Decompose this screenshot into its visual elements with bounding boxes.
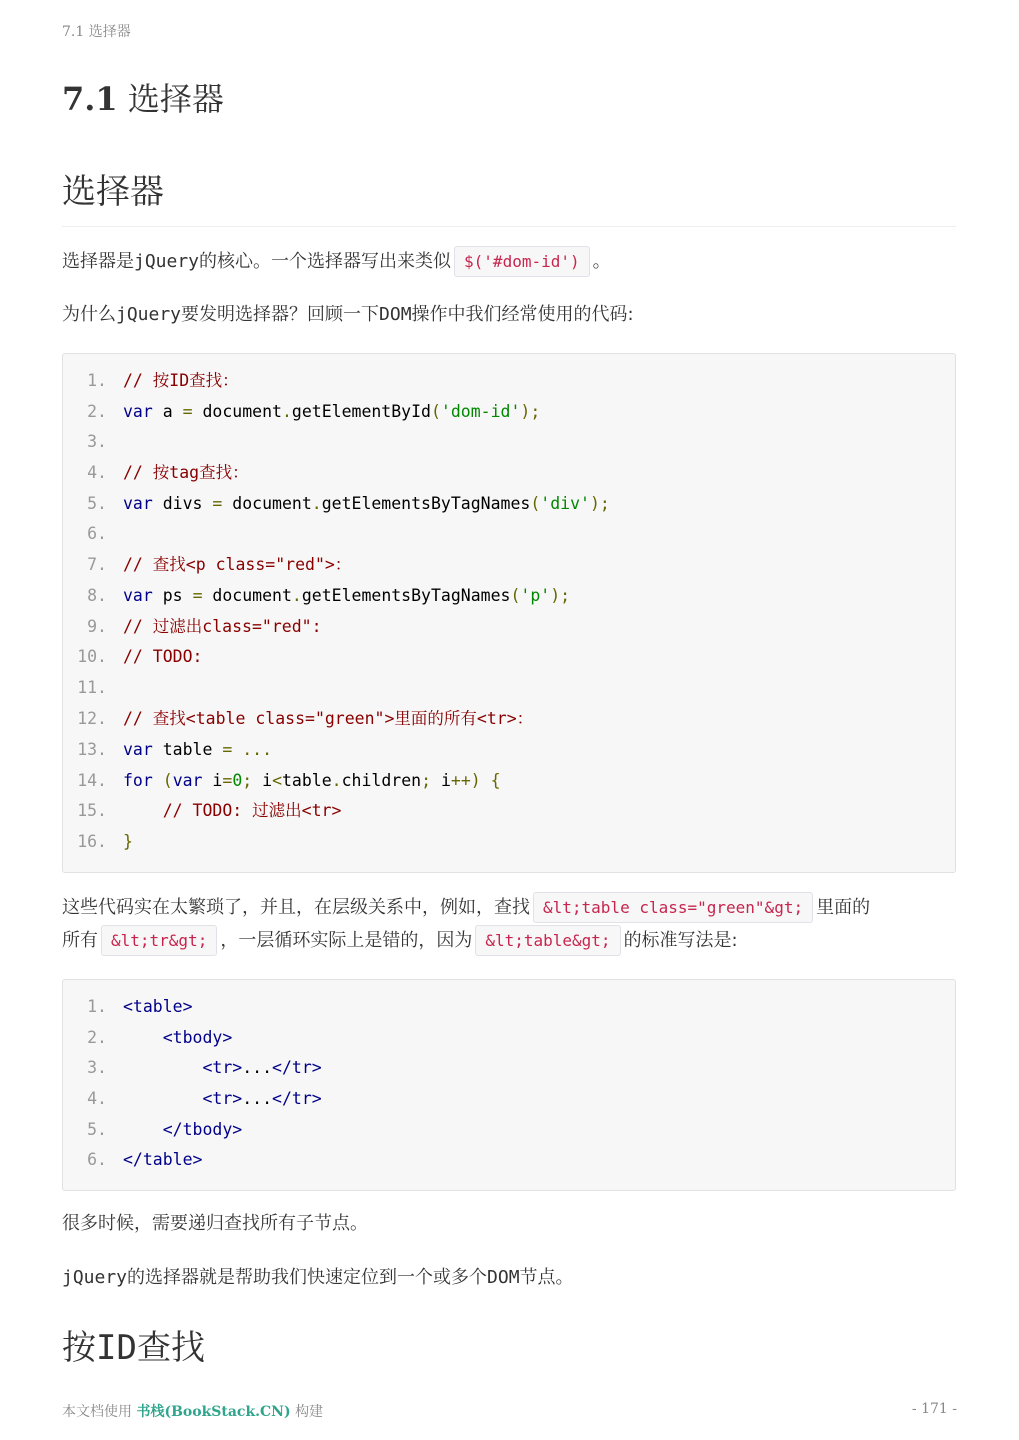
- line-number: 4.: [87, 463, 107, 482]
- text: 按: [62, 1328, 96, 1368]
- code-punct: =: [222, 740, 233, 759]
- code-token: getElementById: [291, 402, 431, 421]
- code-line: [63, 827, 133, 857]
- code-comment: // 查找<p class="red">：: [123, 555, 352, 574]
- code-keyword: var: [123, 740, 153, 759]
- code-punct: );: [550, 586, 571, 605]
- code-punct: (: [430, 402, 441, 421]
- code-line: [63, 458, 249, 488]
- code-token: i: [431, 771, 451, 790]
- footer-prefix: 本文档使用: [62, 1404, 132, 1420]
- text: 这些代码实在太繁琐了，并且，在层级关系中，例如，查找: [62, 897, 530, 918]
- line-number: 6.: [87, 524, 107, 543]
- line-number: 14.: [77, 771, 107, 790]
- text: 的选择器就是帮助我们快速定位到一个或多个: [127, 1267, 488, 1288]
- term-id: ID: [96, 1328, 137, 1368]
- code-token: table: [282, 771, 332, 790]
- line-number: 3.: [87, 1058, 107, 1077]
- code-token: i: [202, 771, 223, 790]
- code-line: [63, 796, 341, 826]
- code-tag: </tr>: [272, 1058, 322, 1077]
- paragraph-problem: [62, 891, 956, 957]
- text: 操作中我们经常使用的代码:: [411, 304, 634, 325]
- code-token: ...: [242, 1089, 273, 1108]
- code-line: [63, 550, 351, 580]
- line-number: 8.: [87, 586, 107, 605]
- inline-code: &lt;table class="green"&gt;: [533, 892, 813, 923]
- line-number: 5.: [87, 1120, 107, 1139]
- code-comment: // TODO:: [123, 647, 203, 666]
- code-tag: <table>: [123, 997, 193, 1016]
- code-punct: (: [530, 494, 541, 513]
- code-line: [63, 427, 123, 457]
- code-line: [63, 704, 533, 734]
- code-tag: </tbody>: [123, 1120, 243, 1139]
- code-punct: (: [162, 771, 173, 790]
- running-header: 7.1 选择器: [62, 24, 131, 40]
- code-line: [63, 612, 322, 642]
- code-token: a: [152, 402, 183, 421]
- code-tag: </table>: [123, 1150, 203, 1169]
- code-tag: </tr>: [272, 1089, 322, 1108]
- code-token: ...: [242, 1058, 273, 1077]
- line-number: 5.: [87, 494, 107, 513]
- text: 节点。: [519, 1267, 574, 1288]
- section-title-by-id: [62, 1326, 205, 1370]
- code-number: 0: [232, 771, 243, 790]
- line-number: 10.: [77, 647, 107, 666]
- text: 所有: [62, 930, 98, 951]
- section-title: 选择器: [62, 170, 956, 227]
- footer-suffix: 构建: [295, 1404, 324, 1420]
- line-number: 12.: [77, 709, 107, 728]
- text: 选择器是: [62, 251, 134, 272]
- page-number: - 171 -: [911, 1401, 957, 1417]
- bookstack-link[interactable]: 书栈(BookStack.CN): [136, 1404, 291, 1420]
- line-number: 2.: [87, 1028, 107, 1047]
- code-punct: ...: [232, 740, 273, 759]
- chapter-title-text: 选择器: [127, 80, 224, 118]
- paragraph-recursive: 很多时候，需要递归查找所有子节点。: [62, 1213, 368, 1234]
- paragraph-intro: [62, 245, 956, 278]
- text: 的核心。一个选择器写出来类似: [199, 251, 452, 272]
- code-punct: (: [510, 586, 521, 605]
- code-line: [63, 1115, 242, 1145]
- inline-code: &lt;tr&gt;: [101, 925, 217, 956]
- term-jquery: jQuery: [134, 251, 200, 272]
- code-line: [63, 489, 610, 519]
- text: ，一层循环实际上是错的，因为: [220, 930, 473, 951]
- code-line: [63, 519, 123, 549]
- code-token: document: [192, 402, 282, 421]
- line-number: 6.: [87, 1150, 107, 1169]
- line-number: 3.: [87, 432, 107, 451]
- code-punct: ++): [450, 771, 481, 790]
- code-punct: =: [192, 586, 203, 605]
- code-string: 'div': [540, 494, 590, 513]
- line-number: 1.: [87, 371, 107, 390]
- code-punct: =: [182, 402, 193, 421]
- line-number: 7.: [87, 555, 107, 574]
- code-token: ps: [152, 586, 193, 605]
- code-keyword: var: [172, 771, 203, 790]
- code-string: 'dom-id': [440, 402, 521, 421]
- code-line: [63, 992, 193, 1022]
- code-punct: );: [589, 494, 610, 513]
- code-token: table: [152, 740, 223, 759]
- chapter-title: [62, 78, 224, 120]
- term-dom: DOM: [379, 304, 412, 325]
- code-comment: // 过滤出class="red":: [123, 617, 322, 636]
- code-keyword: for: [123, 771, 153, 790]
- line-number: 15.: [77, 801, 107, 820]
- code-block-dom: [62, 353, 956, 873]
- code-punct: .: [311, 494, 322, 513]
- code-punct: );: [520, 402, 541, 421]
- code-token: document: [202, 586, 292, 605]
- term-jquery: jQuery: [116, 304, 182, 325]
- code-keyword: var: [123, 402, 153, 421]
- footer-credit: [62, 1401, 323, 1421]
- code-tag: <tr>: [123, 1058, 243, 1077]
- code-block-table: [62, 979, 956, 1191]
- code-comment: // 按tag查找：: [123, 463, 249, 482]
- chapter-number: 7.1: [62, 80, 118, 118]
- code-token: divs: [152, 494, 213, 513]
- line-number: 13.: [77, 740, 107, 759]
- code-line: [63, 673, 123, 703]
- code-line: [63, 766, 501, 796]
- code-comment: // TODO: 过滤出<tr>: [123, 801, 342, 820]
- code-string: 'p': [520, 586, 551, 605]
- text: 查找: [136, 1328, 205, 1368]
- line-number: 9.: [87, 617, 107, 636]
- code-token: i: [252, 771, 273, 790]
- code-punct: .: [281, 402, 292, 421]
- code-line: [63, 1084, 322, 1114]
- text: 的标准写法是:: [623, 930, 738, 951]
- inline-code: &lt;table&gt;: [475, 925, 620, 956]
- code-punct: {: [480, 771, 501, 790]
- code-token: [153, 771, 163, 790]
- text: 。: [592, 251, 611, 272]
- paragraph-jquery-selector: [62, 1261, 956, 1294]
- code-punct: ;: [242, 771, 253, 790]
- code-line: [63, 1023, 232, 1053]
- code-punct: =: [222, 771, 233, 790]
- code-tag: <tr>: [123, 1089, 243, 1108]
- code-token: getElementsByTagNames: [321, 494, 531, 513]
- text: 为什么: [62, 304, 116, 325]
- code-token: document: [222, 494, 312, 513]
- code-token: getElementsByTagNames: [301, 586, 511, 605]
- code-comment: // 查找<table class="green">里面的所有<tr>：: [123, 709, 534, 728]
- line-number: 16.: [77, 832, 107, 851]
- code-line: [63, 1145, 202, 1175]
- inline-code: $('#dom-id'): [454, 246, 590, 277]
- line-number: 4.: [87, 1089, 107, 1108]
- code-token: children: [341, 771, 422, 790]
- code-keyword: var: [123, 494, 153, 513]
- code-line: [63, 366, 239, 396]
- code-line: [63, 1053, 322, 1083]
- term-jquery: jQuery: [62, 1267, 128, 1288]
- line-number: 2.: [87, 402, 107, 421]
- code-tag: <tbody>: [123, 1028, 233, 1047]
- code-line: [63, 642, 202, 672]
- code-comment: // 按ID查找：: [123, 371, 239, 390]
- code-punct: }: [123, 832, 133, 851]
- code-punct: .: [291, 586, 302, 605]
- line-number: 1.: [87, 997, 107, 1016]
- code-line: [63, 581, 570, 611]
- code-punct: ;: [421, 771, 432, 790]
- code-punct: =: [212, 494, 223, 513]
- code-keyword: var: [123, 586, 153, 605]
- line-number: 11.: [77, 678, 107, 697]
- code-punct: <: [272, 771, 282, 790]
- text: 里面的: [816, 897, 871, 918]
- term-dom: DOM: [487, 1267, 520, 1288]
- paragraph-why: [62, 298, 956, 331]
- text: 要发明选择器？回顾一下: [181, 304, 380, 325]
- code-line: [63, 397, 540, 427]
- code-punct: .: [331, 771, 342, 790]
- code-line: [63, 735, 272, 765]
